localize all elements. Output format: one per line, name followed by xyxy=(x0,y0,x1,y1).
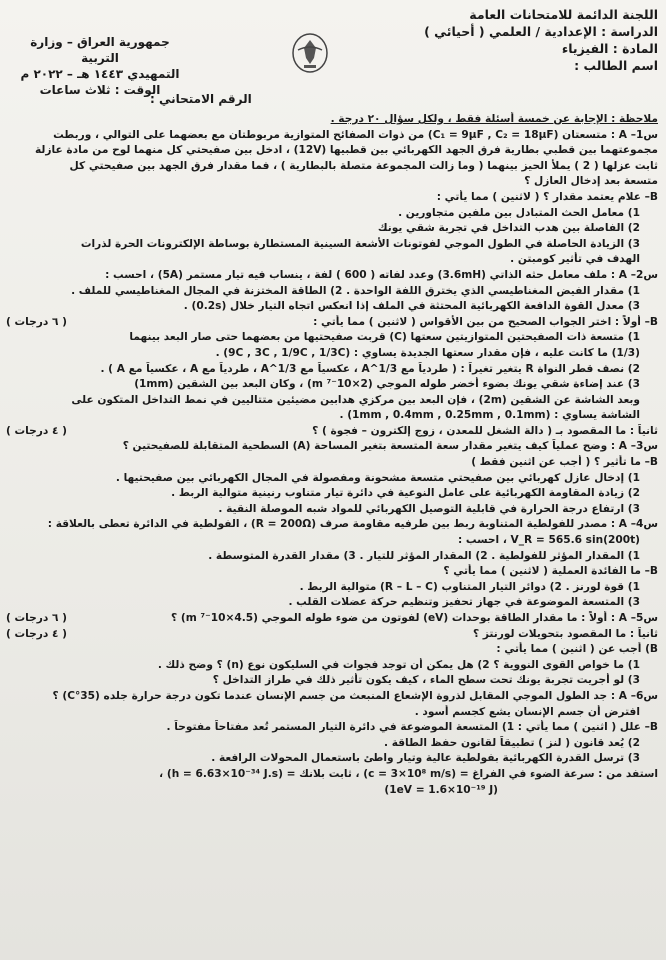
q2-b-item3-options: الشاشة يساوي : (1mm , 0.4mm , 0.25mm , 0.1mm) . xyxy=(339,409,640,422)
q2-b-item3-cont: وبعد الشاشة عن الشقين (2m) ، فإن البعد بين مركزي هدابين مضيئين متتاليين في نمط التداخل المتكون على xyxy=(71,393,640,406)
q1-b-item2: 2) الفاصلة بين هدب التداخل في تجربة شقي يونك xyxy=(377,222,640,235)
q5-a-first: ( ٦ درجات ) س5– A : أولاً : ما مقدار الطاقة بوحدات (eV) لفوتون من ضوء طوله الموجي (4.5×10⁻⁷ m) ؟ xyxy=(6,611,658,627)
q2-b-item1-options: (1/3) ما كانت عليه ، فإن مقدار سعتها الجديدة يساوي : (9C , 3C , 1/9C , 1/3C) . xyxy=(215,346,640,359)
q1-b-item3-cont: الهدف في تأثير كومبتن . xyxy=(510,253,640,266)
committee-title: اللجنة الدائمة للامتحانات العامة xyxy=(469,7,658,22)
q4-a-equation: V_R = 565.6 sin(200t) ، احسب : xyxy=(457,534,640,547)
ministry-title: جمهورية العراق – وزارة التربية xyxy=(30,35,170,65)
q2-b-item2: 2) نصف قطر النواة R يتغير تغيراً : ( طردياً مع A^1/3 ، عكسياً مع A^1/3 ، طردياً مع A ، عكسياً مع A ) . xyxy=(100,362,640,375)
q3-b-item1: 1) إدخال عازل كهربائي بين صفيحتي متسعة مشحونة ومفصولة في المجال الكهربائي بين صفيحتيها . xyxy=(115,471,640,484)
q1-a-line4: متسعة بعد إدخال العازل ؟ xyxy=(524,175,658,188)
questions-body xyxy=(6,112,658,798)
iraq-emblem-seal xyxy=(290,32,330,74)
exam-session: التمهيدي ١٤٤٣ هـ – ٢٠٢٢ م xyxy=(20,67,180,81)
q3-b-title: B– ما تأثير ؟ ( أجب عن اثنين فقط ) xyxy=(471,456,658,469)
subject: المادة : الفيزياء xyxy=(561,41,658,56)
q2-a-title: س2– A : ملف معامل حثه الذاتي (3.6mH) وعدد لفاته ( 600 ) لفة ، ينساب فيه تيار مستمر (5A) ، احسب : xyxy=(105,268,658,281)
q1-b-item1: 1) معامل الحث المتبادل بين ملفين متجاورين . xyxy=(398,206,640,219)
q4-b-title: B– ما الفائدة العملية ( لاثنين ) مما يأتي ؟ xyxy=(443,565,658,578)
q3-b-item3: 3) ارتفاع درجة الحرارة في قابلية التوصيل الكهربائي للمواد شبه الموصلة النقية . xyxy=(218,502,640,515)
degree-badge: ( ٤ درجات ) xyxy=(6,627,68,640)
ev-constant: (1eV = 1.6×10⁻¹⁹ J) xyxy=(384,783,498,796)
q4-a-title: س4– A : مصدر للفولطية المتناوبة ربط بين طرفيه مقاومة صرف (R = 200Ω) ، الفولطية في الدائرة تعطى بالعلاقة : xyxy=(47,518,658,531)
q1-a-line2: مجموعتهما بين قطبي بطارية فرق الجهد الكهربائي بين قطبيها (12V) ، ادخل بين صفيحتي كل منهما لوح من مادة عازلة xyxy=(34,144,658,157)
exam-note: ملاحظة : الإجابة عن خمسة أسئلة فقط ، ولكل سؤال ٢٠ درجة . xyxy=(330,113,658,125)
q2-b-item1: 1) متسعة ذات الصفيحتين المتوازيتين سعتها (C) قربت صفيحتيها من بعضهما حتى صار البعد بينهما xyxy=(129,331,640,344)
q3-a: س3– A : وضح عملياً كيف يتغير مقدار سعة المتسعة بتغير المساحة (A) السطحية المتقابلة للصفيحتين ؟ xyxy=(122,440,658,453)
q2-b-first-title: ( ٦ درجات ) B– أولاً : اختر الجواب الصحيح من بين الأقواس ( لاثنين ) مما يأتي : xyxy=(6,315,658,331)
q2-b-second: ( ٤ درجات ) ثانياً : ما المقصود بـ ( دالة الشغل للمعدن ، زوج إلكترون – فجوة ) ؟ xyxy=(6,424,658,440)
q3-b-item2: 2) زيادة المقاومة الكهربائية على عامل النوعية في دائرة تيار متناوب رنينية متوالية الربط . xyxy=(171,487,640,500)
q4-a-items: 1) المقدار المؤثر للفولطية . 2) المقدار المؤثر للتيار . 3) مقدار القدرة المتوسطة . xyxy=(208,549,640,562)
q1-a-line3: ثابت عزلها ( 2 ) يملأ الحيز بينهما ( وما زالت المجموعة متصلة بالبطارية ) ، فما مقدار فرق الجهد بين صفيحتي كل xyxy=(69,159,658,172)
degree-badge: ( ٤ درجات ) xyxy=(6,424,68,437)
header-right-block xyxy=(413,6,658,74)
constants-line: استفد من : سرعة الضوء في الفراغ = (c = 3×10⁸ m/s) ، ثابت بلانك = (h = 6.63×10⁻³⁴ J.s) ، xyxy=(159,767,658,780)
q2-a-item3: 3) معدل القوة الدافعة الكهربائية المحتثة في الملف إذا انعكس اتجاه التيار خلال (0.2s) . xyxy=(183,300,640,313)
q6-b-item3: 3) ترسل القدرة الكهربائية بفولطية عالية وتيار واطئ باستعمال المحولات الرافعة . xyxy=(211,752,640,765)
q1-b-title: B– علام يعتمد مقدار ؟ ( لاثنين ) مما يأتي : xyxy=(436,190,658,203)
degree-badge: ( ٦ درجات ) xyxy=(6,315,68,328)
exam-duration: الوقت : ثلاث ساعات xyxy=(39,83,161,97)
q4-b-items: 1) قوة لورنز . 2) دوائر التيار المتناوب (R – L – C) متوالية الربط . xyxy=(299,580,640,593)
q1-a-line1: س1– A : متسعتان (C₁ = 9μF , C₂ = 18μF) من ذوات الصفائح المتوازية مربوطتان مع بعضهما على التوالي ، وربطت xyxy=(53,128,658,141)
q1-b-item3: 3) الزيادة الحاصلة في الطول الموجي لفوتونات الأشعة السينية المستطارة بوساطة الإلكترونات الحرة لذرات xyxy=(80,237,640,250)
q6-b-item2: 2) يُعد قانون ( لنز ) تطبيقاً لقانون حفظ الطاقة . xyxy=(383,736,640,749)
student-name-label: اسم الطالب : xyxy=(574,58,658,73)
q6-a-cont: افترض أن جسم الإنسان يشع كجسم أسود . xyxy=(414,705,640,718)
q5-b-title: B) أجب عن ( اثنين ) مما يأتي : xyxy=(496,643,658,656)
degree-badge: ( ٦ درجات ) xyxy=(6,612,68,624)
q5-b-item3: 3) لو أجريت تجربة يونك تحت سطح الماء ، كيف يكون تأثير ذلك في طراز التداخل ؟ xyxy=(212,674,640,687)
q2-a-items: 1) مقدار الفيض المغناطيسي الذي يخترق اللفة الواحدة . 2) الطاقة المختزنة في المجال المغناطيسي للملف . xyxy=(71,284,640,297)
q5-b-items: 1) ما خواص القوى النووية ؟ 2) هل يمكن أن توجد فجوات في السليكون نوع (n) ؟ وضح ذلك . xyxy=(157,658,640,671)
q2-b-item3: 3) عند إضاءة شقي يونك بضوء أخضر طوله الموجي (2×10⁻⁷ m) ، وكان البعد بين الشقين (1mm) xyxy=(134,378,640,391)
q6-b-title: B– علل ( اثنين ) مما يأتي : 1) المتسعة الموضوعة في دائرة التيار المستمر تُعد مفتاحاً مفتوحاً . xyxy=(166,721,658,734)
q5-a-second: ( ٤ درجات ) ثانياً : ما المقصود بتحويلات لورنتز ؟ xyxy=(6,627,658,643)
q4-b-item3: 3) المتسعة الموضوعة في جهاز تحفيز وتنظيم حركة عضلات القلب . xyxy=(288,596,640,609)
q6-a: س6– A : جد الطول الموجي المقابل لذروة الإشعاع المنبعث من جسم الإنسان عندما تكون درجة حرارة جلده (35°C) ؟ xyxy=(52,689,658,702)
exam-number-label: الرقم الامتحاني : xyxy=(150,92,252,106)
header-left-block xyxy=(10,34,190,98)
study-level: الدراسة : الإعدادية / العلمي ( أحيائي ) xyxy=(424,24,658,39)
